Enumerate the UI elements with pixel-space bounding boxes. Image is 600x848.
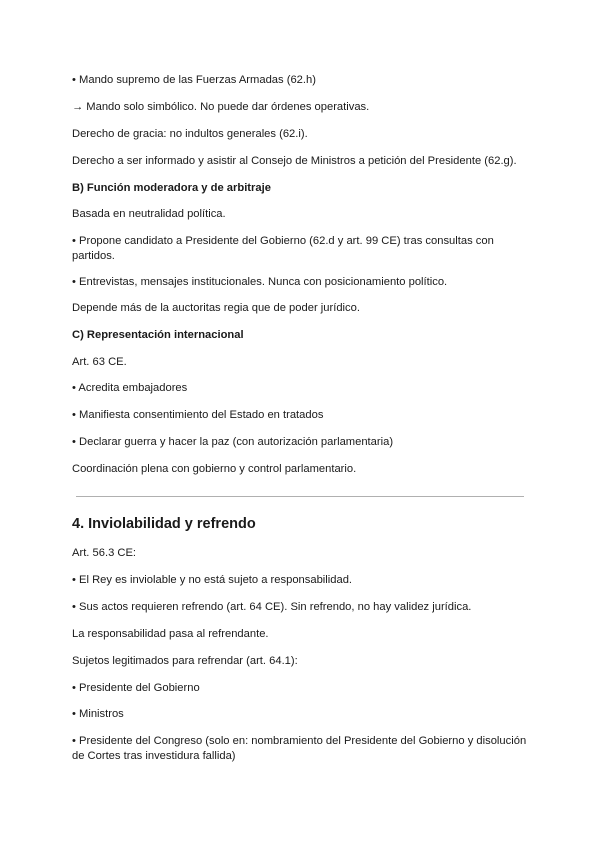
paragraph-auctoritas: Depende más de la auctoritas regia que de poder jurídico. <box>72 302 360 314</box>
paragraph-art-56: Art. 56.3 CE: <box>72 547 137 559</box>
section-heading-inviolabilidad: 4. Inviolabilidad y refrendo <box>72 516 256 532</box>
paragraph-sujetos-legitimados: Sujetos legitimados para refrendar (art. 64.1): <box>72 655 298 667</box>
bullet-presidente-gobierno: • Presidente del Gobierno <box>72 682 200 694</box>
bullet-acredita-embajadores: • Acredita embajadores <box>72 382 188 394</box>
paragraph-derecho-gracia: Derecho de gracia: no indultos generales (62.i). <box>72 128 308 140</box>
bullet-entrevistas: • Entrevistas, mensajes institucionales. Nunca con posicionamiento político. <box>72 276 448 288</box>
heading-representacion-internacional: C) Representación internacional <box>72 329 244 341</box>
paragraph-coordinacion: Coordinación plena con gobierno y control parlamentario. <box>72 463 357 475</box>
note-mando-simbolico: → Mando solo simbólico. No puede dar órdenes operativas. <box>72 101 370 113</box>
heading-funcion-moderadora: B) Función moderadora y de arbitraje <box>72 182 271 194</box>
paragraph-neutralidad: Basada en neutralidad política. <box>72 208 226 220</box>
bullet-actos-refrendo: • Sus actos requieren refrendo (art. 64 CE). Sin refrendo, no hay validez jurídica. <box>72 601 472 613</box>
bullet-presidente-congreso: • Presidente del Congreso (solo en: nombramiento del Presidente del Gobierno y disolución de Cortes tras investidura fallida) <box>72 735 527 762</box>
paragraph-responsabilidad: La responsabilidad pasa al refrendante. <box>72 628 269 640</box>
bullet-guerra-paz: • Declarar guerra y hacer la paz (con autorización parlamentaria) <box>72 436 394 448</box>
bullet-ministros: • Ministros <box>72 708 124 720</box>
paragraph-derecho-informado: Derecho a ser informado y asistir al Consejo de Ministros a petición del Presidente (62.g). <box>72 155 517 167</box>
bullet-rey-inviolable: • El Rey es inviolable y no está sujeto a responsabilidad. <box>72 574 353 586</box>
bullet-tratados: • Manifiesta consentimiento del Estado en tratados <box>72 409 324 421</box>
bullet-propone-candidato: • Propone candidato a Presidente del Gobierno (62.d y art. 99 CE) tras consultas con partidos. <box>72 235 494 262</box>
bullet-mando-supremo: • Mando supremo de las Fuerzas Armadas (62.h) <box>72 74 316 86</box>
paragraph-art-63: Art. 63 CE. <box>72 356 127 368</box>
section-divider <box>76 496 524 497</box>
